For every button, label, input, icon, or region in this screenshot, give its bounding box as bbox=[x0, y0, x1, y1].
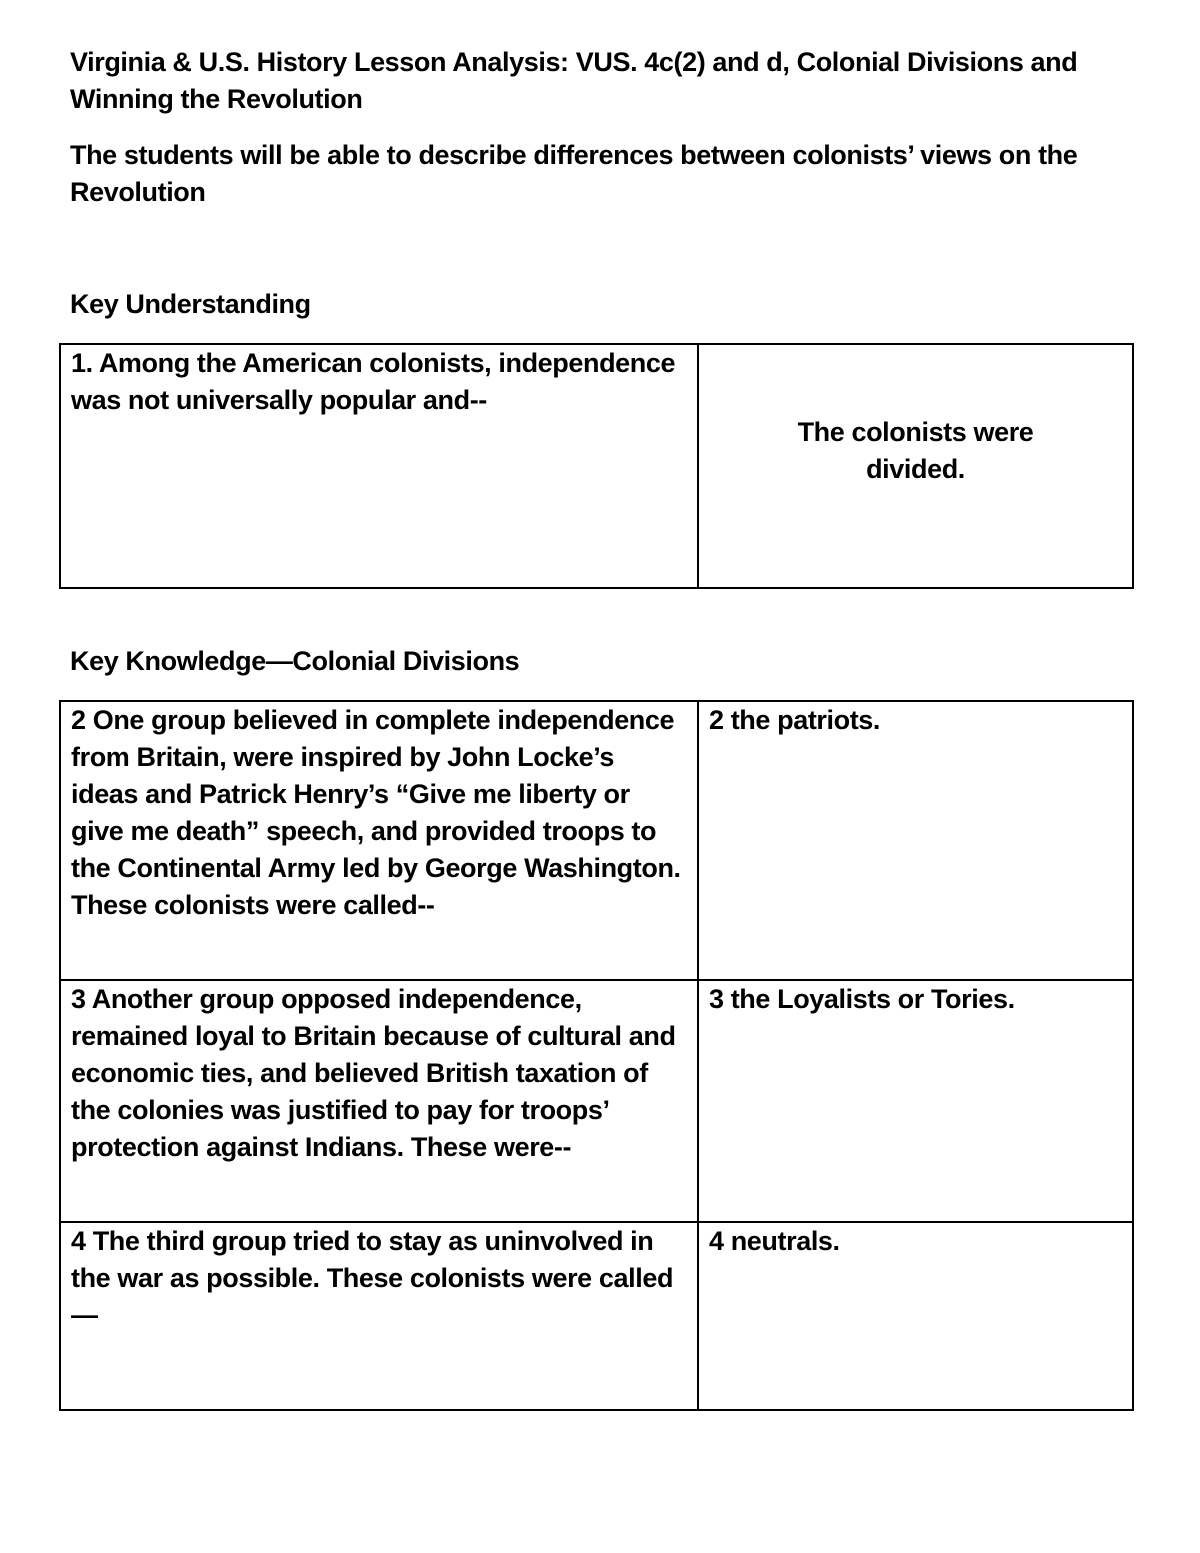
key-understanding-heading: Key Understanding bbox=[70, 289, 311, 319]
question-cell: 2 One group believed in complete independence from Britain, were inspired by John Locke’s ideas and Patrick Henry’s “Give me liberty or give me death” speech, and provided troops to the Continental Army led by George Washington. These colonists were called-- bbox=[60, 701, 698, 980]
answer-cell: 2 the patriots. bbox=[698, 701, 1133, 980]
answer-cell bbox=[698, 344, 1133, 588]
key-understanding-table bbox=[59, 343, 1134, 589]
question-cell: 4 The third group tried to stay as uninvolved in the war as possible. These colonists were called— bbox=[60, 1222, 698, 1410]
question-cell: 3 Another group opposed independence, remained loyal to Britain because of cultural and economic ties, and believed British taxation of the colonies was justified to pay for troops’ protection against Indians. These were-- bbox=[60, 980, 698, 1222]
table-row bbox=[60, 980, 1133, 1222]
answer-cell: 4 neutrals. bbox=[698, 1222, 1133, 1410]
question-cell: 1. Among the American colonists, independence was not universally popular and-- bbox=[60, 344, 698, 588]
key-knowledge-table bbox=[59, 700, 1134, 1411]
learning-objective: The students will be able to describe differences between colonists’ views on the Revolution bbox=[70, 140, 1078, 207]
table-row bbox=[60, 344, 1133, 588]
table-row bbox=[60, 1222, 1133, 1410]
answer-text: The colonists were divided. bbox=[797, 417, 1034, 484]
answer-cell: 3 the Loyalists or Tories. bbox=[698, 980, 1133, 1222]
key-knowledge-heading: Key Knowledge—Colonial Divisions bbox=[70, 646, 520, 676]
table-row bbox=[60, 701, 1133, 980]
document-title: Virginia & U.S. History Lesson Analysis: VUS. 4c(2) and d, Colonial Divisions and Winning the Revolution bbox=[70, 47, 1078, 114]
